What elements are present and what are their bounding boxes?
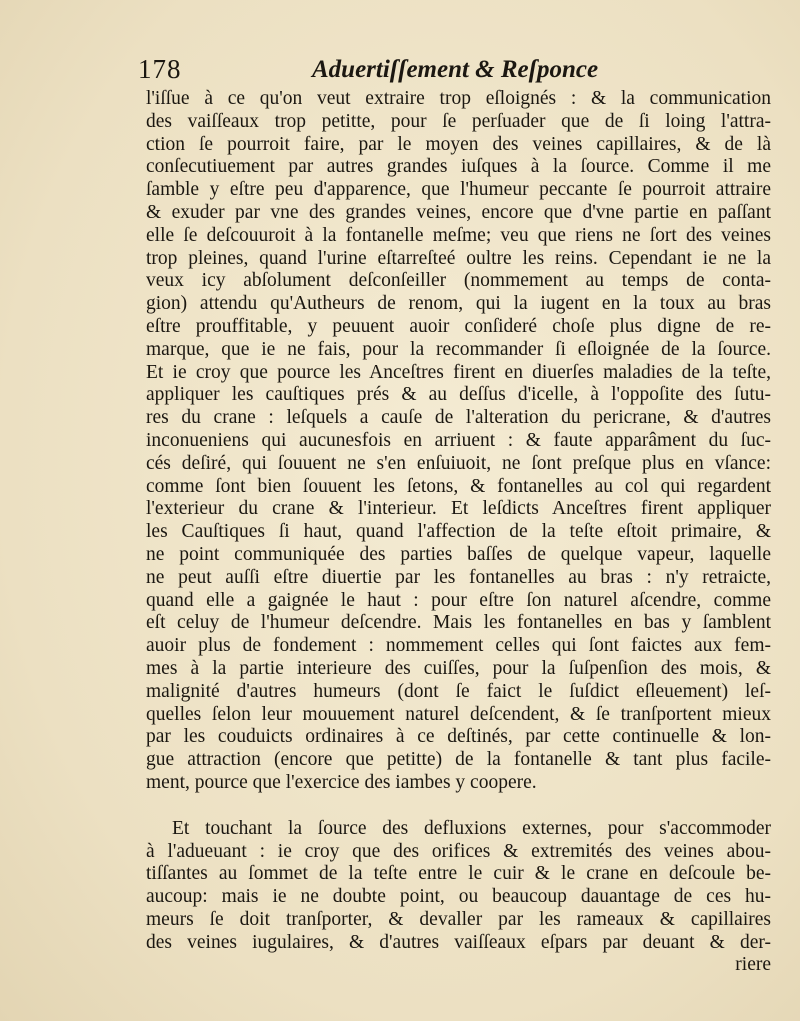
text-line: veux icy abſolument deſconſeiller (nommement au temps de conta-	[146, 270, 771, 292]
text-line: par les couduicts ordinaires à ce deſtinés, par cette continuelle & lon-	[146, 726, 771, 748]
text-line: eſt celuy de l'humeur deſcendre. Mais les fontanelles en bas y ſamblent	[146, 612, 771, 634]
text-line: ction ſe pourroit faire, par le moyen des veines capillaires, & de là	[146, 133, 771, 155]
text-line: ſamble y eſtre peu d'apparence, que l'humeur peccante ſe pourroit attraire	[146, 179, 771, 201]
text-line: tiſſantes au ſommet de la teſte entre le cuir & le crane en deſcoule be-	[146, 863, 771, 885]
text-line: l'exterieur du crane & l'interieur. Et leſdicts Anceſtres firent appliquer	[146, 498, 771, 520]
catchword: riere	[735, 954, 771, 976]
text-line: aucoup: mais ie ne doubte point, ou beaucoup dauantage de ces hu-	[146, 886, 771, 908]
text-line: quand elle a gaignée le haut : pour eſtre ſon naturel aſcendre, comme	[146, 589, 771, 611]
text-line: elle ſe deſcouuroit à la fontanelle meſme; veu que riens ne ſort des veines	[146, 224, 771, 246]
text-line: ne peut auſſi eſtre diuertie par les fontanelles au bras : n'y retraicte,	[146, 566, 771, 588]
text-line: malignité d'autres humeurs (dont ſe faict le ſuſdict eſleuement) leſ-	[146, 680, 771, 702]
running-title: Aduertiſſement & Reſponce	[312, 56, 599, 83]
text-line: des veines iugulaires, & d'autres vaiſſeaux eſpars par deuant & der-	[146, 931, 771, 953]
page-header	[132, 52, 772, 90]
text-line: marque, que ie ne fais, pour la recommander ſi eſloignée de la ſource.	[146, 338, 771, 360]
text-line: gue attraction (encore que petitte) de la fontanelle & tant plus facile-	[146, 749, 771, 771]
text-line: & exuder par vne des grandes veines, encore que d'vne partie en paſſant	[146, 201, 771, 223]
text-line: ne point communiquée des parties baſſes de quelque vapeur, laquelle	[146, 543, 771, 565]
text-line: des vaiſſeaux trop petitte, pour ſe perſuader que de ſi loing l'attra-	[146, 110, 771, 132]
text-line: auoir plus de fondement : nommement celles qui ſont faictes aux fem-	[146, 635, 771, 657]
text-line: res du crane : leſquels a cauſe de l'alteration du pericrane, & d'autres	[146, 407, 771, 429]
paragraph-2	[146, 818, 771, 955]
page-number: 178	[138, 54, 182, 84]
text-line: à l'adueuant : ie croy que des orifices & extremités des veines abou-	[146, 840, 771, 862]
text-line: meurs ſe doit tranſporter, & devaller par les rameaux & capillaires	[146, 908, 771, 930]
text-line: ment, pource que l'exercice des iambes y coopere.	[146, 771, 537, 793]
text-line: cés deſiré, qui ſouuent ne s'en enſuiuoit, ne ſont preſque plus en vſance:	[146, 452, 771, 474]
text-line: inconueniens qui aucunesfois en arriuent : & faute apparâment du ſuc-	[146, 429, 771, 451]
text-line: Et ie croy que pource les Anceſtres firent en diuerſes maladies de la teſte,	[146, 361, 771, 383]
text-line: trop pleines, quand l'urine eſtarreſteé oultre les reins. Cependant ie ne la	[146, 247, 771, 269]
text-line: gion) attendu qu'Autheurs de renom, qui la iugent en la toux au bras	[146, 293, 771, 315]
text-line: l'iſſue à ce qu'on veut extraire trop eſloignés : & la communication	[146, 88, 771, 109]
body-text	[146, 88, 771, 977]
text-line: eſtre prouffitable, y peuuent auoir conſideré choſe plus digne de re-	[146, 315, 771, 337]
text-line: quelles ſelon leur mouuement naturel deſcendent, & ſe tranſportent mieux	[146, 703, 771, 725]
text-line: comme ſont bien ſouuent les ſetons, & fontanelles au col qui regardent	[146, 475, 771, 497]
paragraph-1	[146, 88, 771, 795]
text-line: mes à la partie interieure des cuiſſes, pour la ſuſpenſion des mois, &	[146, 657, 771, 679]
text-line: appliquer les cauſtiques prés & au deſſus d'icelle, à l'oppoſite des ſutu-	[146, 384, 771, 406]
text-line: Et touchant la ſource des defluxions externes, pour s'accommoder	[172, 817, 771, 839]
text-line: les Cauſtiques ſi haut, quand l'affection de la teſte eſtoit primaire, &	[146, 521, 771, 543]
text-line: conſecutiuement par autres grandes iuſques à la ſource. Comme il me	[146, 156, 771, 178]
